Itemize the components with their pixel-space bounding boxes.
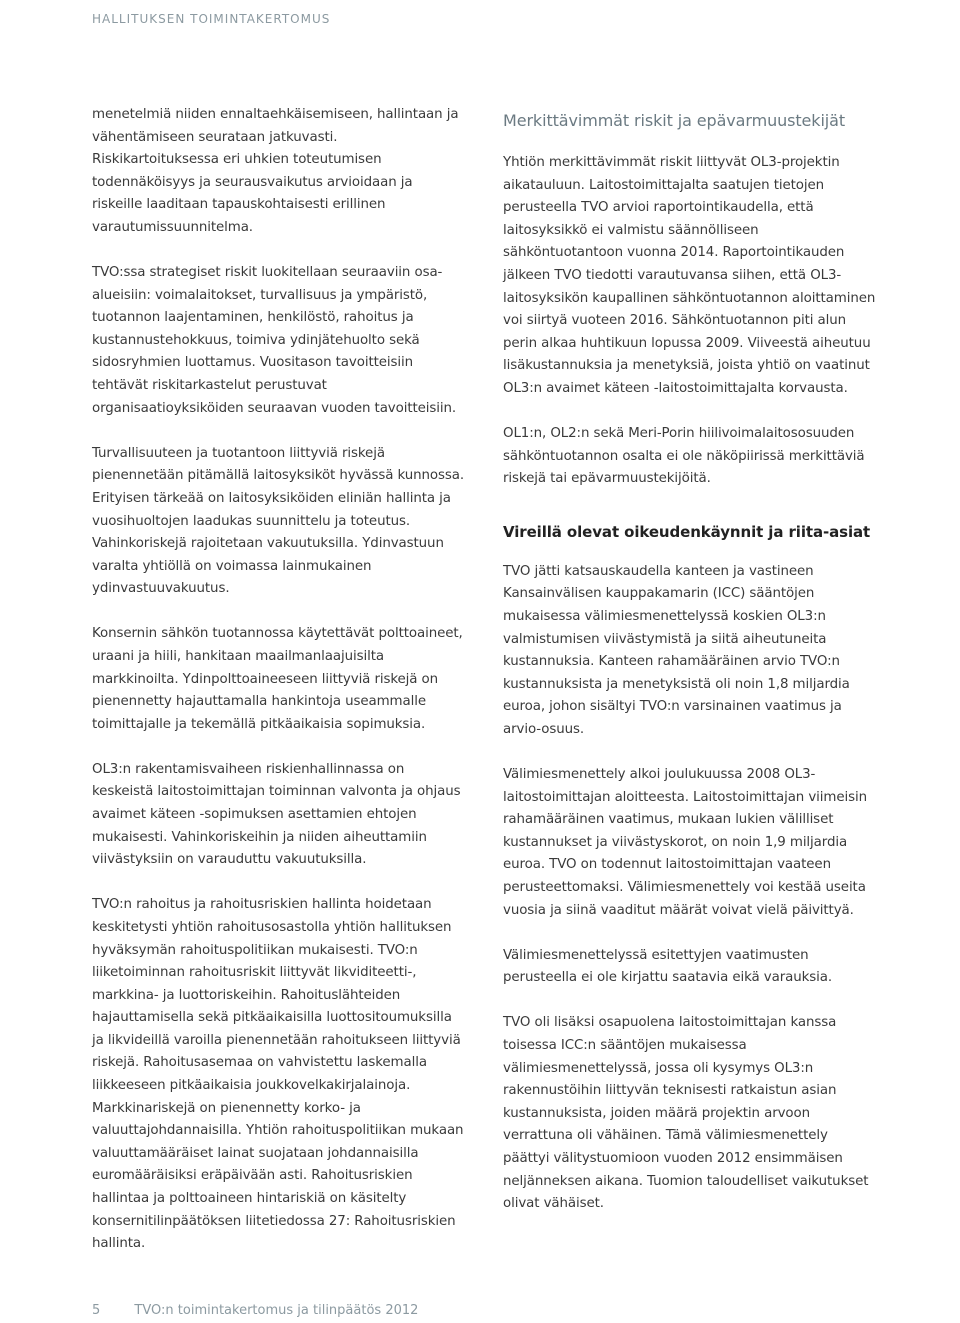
paragraph: TVO jätti katsauskaudella kanteen ja vastineen Kansainvälisen kauppakamarin (ICC) sääntöjen mukaisessa välimiesmenettelyssä koskien OL3:n valmistumisen viivästymistä ja siitä aiheutuneita kustannuksia. Kanteen rahamääräinen arvio TVO:n kustannuksista ja menetyksistä oli noin 1,8 miljardia euroa, johon sisältyi TVO:n varsinainen vaatimus ja arvio-osuus.	[503, 563, 850, 737]
paragraph: Turvallisuuteen ja tuotantoon liittyviä riskejä pienennetään pitämällä laitosyksiköt hyvässä kunnossa. Erityisen tärkeää on laitosyksiköiden eliniän hallinta ja vuosihuoltojen laadukas suunnittelu ja toteutus. Vahinkoriskejä rajoitetaan vakuutuksilla. Ydinvastuun varalta yhtiöllä on voimassa lainmukainen ydinvastuuvakuutus.	[92, 445, 465, 597]
paragraph: TVO:ssa strategiset riskit luokitellaan seuraaviin osa-alueisiin: voimalaitokset, turvallisuus ja ympäristö, tuotannon laajentaminen, henkilöstö, rahoitus ja kustannustehokkuus, toimiva ydinjätehuolto sekä sidosryhmien luottamus. Vuositason tavoitteisiin tehtävät riskitarkastelut perustuvat organisaatioyksiköiden seuraavan vuoden tavoitteisiin.	[92, 265, 457, 416]
right-column	[503, 110, 877, 1238]
paragraph: OL3:n rakentamisvaiheen riskienhallinnassa on keskeistä laitostoimittajan toiminnan valvonta ja ohjaus avaimet käteen -sopimuksen asettamien ehtojen mukaisesti. Vahinkoriskeihin ja niiden aiheuttamiin viivästyksiin on varauduttu vakuutuksilla.	[92, 761, 461, 868]
page-footer	[92, 1303, 418, 1318]
paragraph: TVO:n rahoitus ja rahoitusriskien hallinta hoidetaan keskitetysti yhtiön rahoitusosastolla yhtiön hallituksen hyväksymän rahoituspolitiikan mukaisesti. TVO:n liiketoiminnan rahoitusriskit liittyvät likviditeetti-, markkina- ja luottoriskeihin. Rahoituslähteiden hajauttamisella sekä pitkäaikaisilla luottositoumuksilla ja likvideillä varoilla pienennetään rahoitukseen liittyviä riskejä. Rahoitusasemaa on vahvistettu laskemalla liikkeeseen pitkäaikaisia joukkovelkakirjalainoja. Markkinariskejä on pienennetty korko- ja valuuttajohdannaisilla. Yhtiön rahoituspolitiikan mukaan valuuttamääräiset lainat suojataan johdannaisilla euromääräisiksi eräpäivään asti. Rahoitusriskien hallintaa ja polttoaineen hintariskiä on käsitelty konsernitilinpäätöksen liitetiedossa 27: Rahoitusriskien hallinta.	[92, 897, 464, 1252]
section-heading-litigation: Vireillä olevat oikeudenkäynnit ja riita-asiat	[503, 522, 871, 541]
page-number: 5	[92, 1303, 101, 1318]
paragraph: menetelmiä niiden ennaltaehkäisemiseen, hallintaan ja vähentämiseen seurataan jatkuvasti. Riskikartoituksessa eri uhkien toteutumisen todennäköisyys ja seurausvaikutus arvioidaan ja riskeille laaditaan tapauskohtaisesti erillinen varautumissuunnitelma.	[92, 107, 459, 235]
paragraph: TVO oli lisäksi osapuolena laitostoimittajan kanssa toisessa ICC:n sääntöjen mukaisessa välimiesmenettelyssä, jossa oli kysymys OL3:n rakennustöihin liittyvän teknisesti ratkaistun asian kustannuksista, joiden määrä projektin arvoon verrattuna oli vähäinen. Tämä välimiesmenettely päättyi välitystuomioon vuoden 2012 ensimmäisen neljänneksen aikana. Tuomion taloudelliset vaikutukset olivat vähäiset.	[503, 1015, 869, 1212]
paragraph: Välimiesmenettelyssä esitettyjen vaatimusten perusteella ei ole kirjattu saatavia eikä varauksia.	[503, 947, 833, 986]
left-column	[92, 104, 466, 1278]
section-heading-risks: Merkittävimmät riskit ja epävarmuustekijät	[503, 111, 846, 130]
publication-title: TVO:n toimintakertomus ja tilinpäätös 2012	[134, 1303, 419, 1318]
paragraph: OL1:n, OL2:n sekä Meri-Porin hiilivoimalaitososuuden sähköntuotannon osalta ei ole näköpiirissä merkittäviä riskejä tai epävarmuustekijöitä.	[503, 426, 865, 487]
paragraph: Konsernin sähkön tuotannossa käytettävät polttoaineet, uraani ja hiili, hankitaan maailmanlaajuisilta markkinoilta. Ydinpolttoaineeseen liittyviä riskejä on pienennetty hajauttamalla hankintoja useammalle toimittajalle ja tekemällä pitkäaikaisia sopimuksia.	[92, 626, 463, 732]
running-header: HALLITUKSEN TOIMINTAKERTOMUS	[92, 12, 331, 26]
paragraph: Välimiesmenettely alkoi joulukuussa 2008 OL3-laitostoimittajan aloitteesta. Laitostoimittajan viimeisin rahamääräinen vaatimus, mukaan lukien välilliset kustannukset ja viivästyskorot, on noin 1,9 miljardia euroa. TVO on todennut laitostoimittajan vaateen perusteettomaksi. Välimiesmenettely voi kestää useita vuosia ja siinä vaaditut määrät voivat vielä päivittyä.	[503, 767, 867, 918]
paragraph: Yhtiön merkittävimmät riskit liittyvät OL3-projektin aikatauluun. Laitostoimittajalta saatujen tietojen perusteella TVO arvioi raportointikaudella, että laitosyksikkö ei valmistu säännölliseen sähköntuotantoon vuonna 2014. Raportointikauden jälkeen TVO tiedotti varautuvansa siihen, että OL3-laitosyksikön kaupallinen sähköntuotannon aloittaminen voi siirtyä vuoteen 2016. Sähköntuotannon piti alun perin alkaa huhtikuun lopussa 2009. Viiveestä aiheutuu lisäkustannuksia ja menetyksiä, joista yhtiö on vaatinut OL3:n avaimet käteen -laitostoimittajalta korvausta.	[503, 155, 876, 396]
